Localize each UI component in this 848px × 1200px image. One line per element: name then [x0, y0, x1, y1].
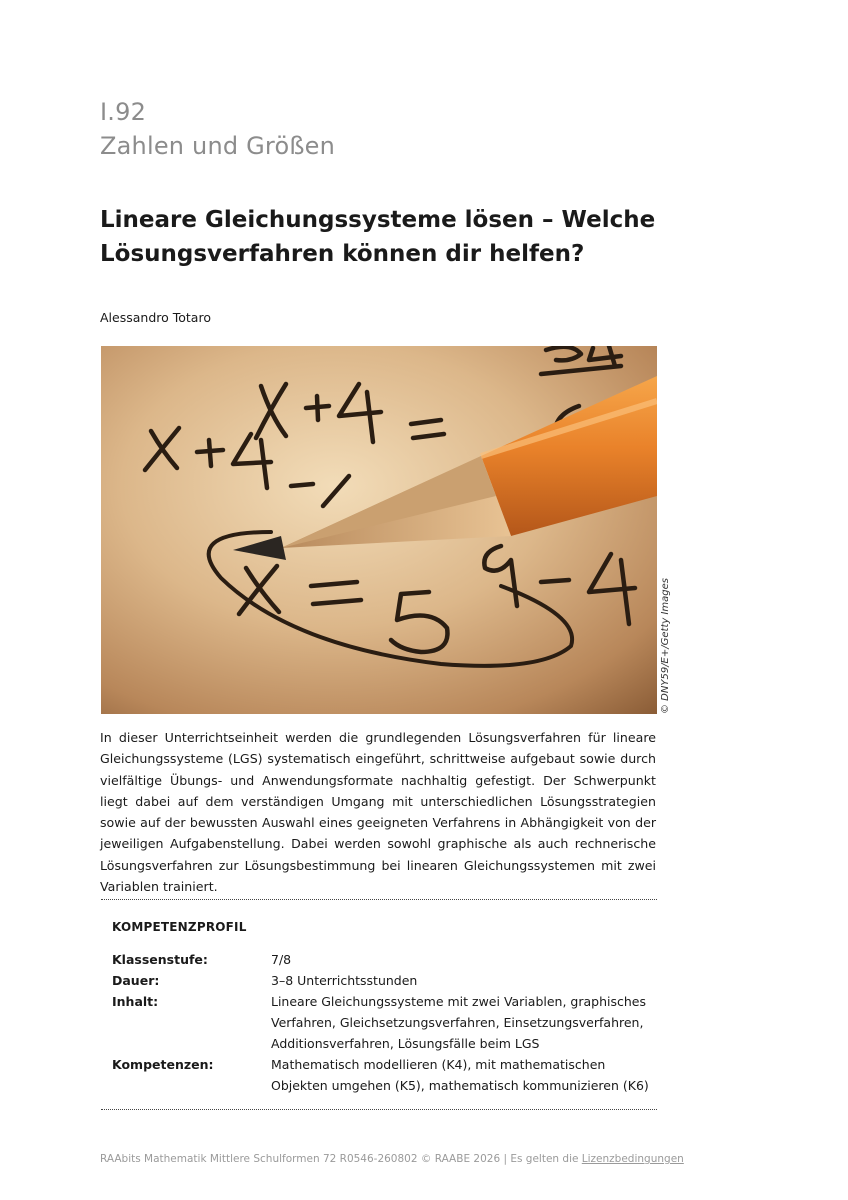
author: Alessandro Totaro — [100, 310, 211, 325]
cover-photo — [101, 346, 657, 714]
kompetenzprofil-heading: KOMPETENZPROFIL — [112, 920, 247, 934]
footer — [100, 1153, 684, 1165]
divider-bottom — [101, 1109, 657, 1110]
license-link[interactable]: Lizenzbedingungen — [581, 1153, 684, 1165]
kp-value: Mathematisch modellieren (K4), mit mathematischen Objekten umgehen (K5), mathematisch kommunizieren (K6) — [271, 1057, 649, 1093]
intro-paragraph: In dieser Unterrichtseinheit werden die grundlegenden Lösungsverfahren für lineare Gleichungssysteme (LGS) systematisch eingeführt, schrittweise aufgebaut sowie durch vielfältige Übungs- und Anwendungsformate nachhaltig gefestigt. Der Schwerpunkt liegt dabei auf dem verständigen Umgang mit unterschiedlichen Lösungsstrategien sowie auf der bewussten Auswahl eines geeigneten Verfahrens in Abhängigkeit von der jeweiligen Aufgabenstellung. Dabei werden sowohl graphische als auch rechnerische Lösungsverfahren zur Lösungsbestimmung bei linearen Gleichungssystemen mit zwei Variablen trainiert. — [100, 730, 656, 895]
divider-top — [101, 899, 657, 900]
kp-label: Klassenstufe: — [112, 952, 208, 967]
kp-value: Lineare Gleichungssysteme mit zwei Variablen, graphisches Verfahren, Gleichsetzungsverfahren, Einsetzungsverfahren, Additionsverfahren, Lösungsfälle beim LGS — [271, 994, 646, 1051]
unit-title: Lineare Gleichungssysteme lösen – Welche Lösungsverfahren können dir helfen? — [100, 207, 656, 267]
kp-label: Kompetenzen: — [112, 1057, 214, 1072]
kp-label: Dauer: — [112, 973, 160, 988]
photo-credit: © DNY59/E+/Getty Images — [660, 578, 671, 714]
section-title: Zahlen und Größen — [100, 132, 336, 160]
footer-text: RAAbits Mathematik Mittlere Schulformen 72 R0546-260802 © RAABE 2026 | Es gelten die — [100, 1153, 582, 1165]
kp-value: 3–8 Unterrichtsstunden — [271, 973, 418, 988]
kp-value: 7/8 — [271, 952, 292, 967]
kp-label: Inhalt: — [112, 994, 159, 1009]
section-code: I.92 — [100, 98, 147, 126]
